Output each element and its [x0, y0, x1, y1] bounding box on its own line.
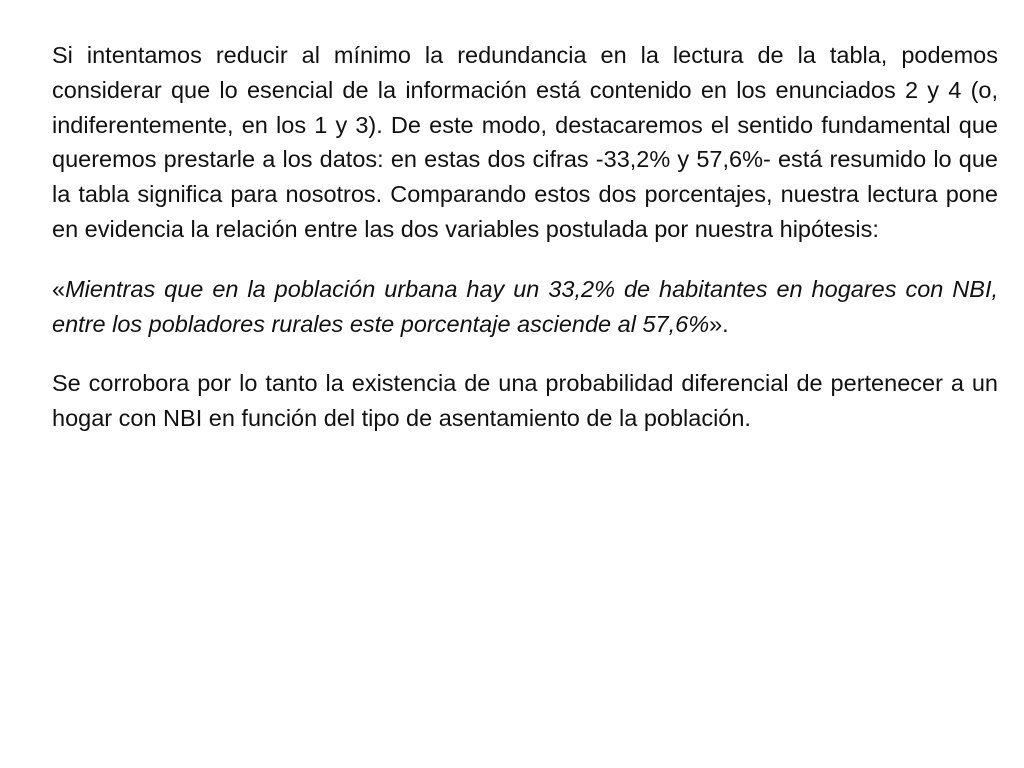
slide-text-body: [52, 38, 998, 461]
paragraph-quote: [52, 272, 998, 342]
quote-open-mark: «: [52, 275, 66, 302]
paragraph-intro: Si intentamos reducir al mínimo la redundancia en la lectura de la tabla, podemos considerar que lo esencial de la información está contenido en los enunciados 2 y 4 (o, indiferentemente, en los 1 y 3). De este modo, destacaremos el sentido fundamental que queremos prestarle a los datos: en estas dos cifras -33,2% y 57,6%- está resumido lo que la tabla significa para nosotros. Comparando estos dos porcentajes, nuestra lectura pone en evidencia la relación entre las dos variables postulada por nuestra hipótesis:: [52, 42, 998, 242]
quote-close-mark: ».: [709, 310, 729, 337]
quote-text: Mientras que en la población urbana hay un 33,2% de habitantes en hogares con NBI, entre los pobladores rurales este porcentaje asciende al 57,6%: [52, 275, 998, 337]
paragraph-conclusion: Se corrobora por lo tanto la existencia de una probabilidad diferencial de pertenecer a un hogar con NBI en función del tipo de asentamiento de la población.: [52, 370, 998, 432]
